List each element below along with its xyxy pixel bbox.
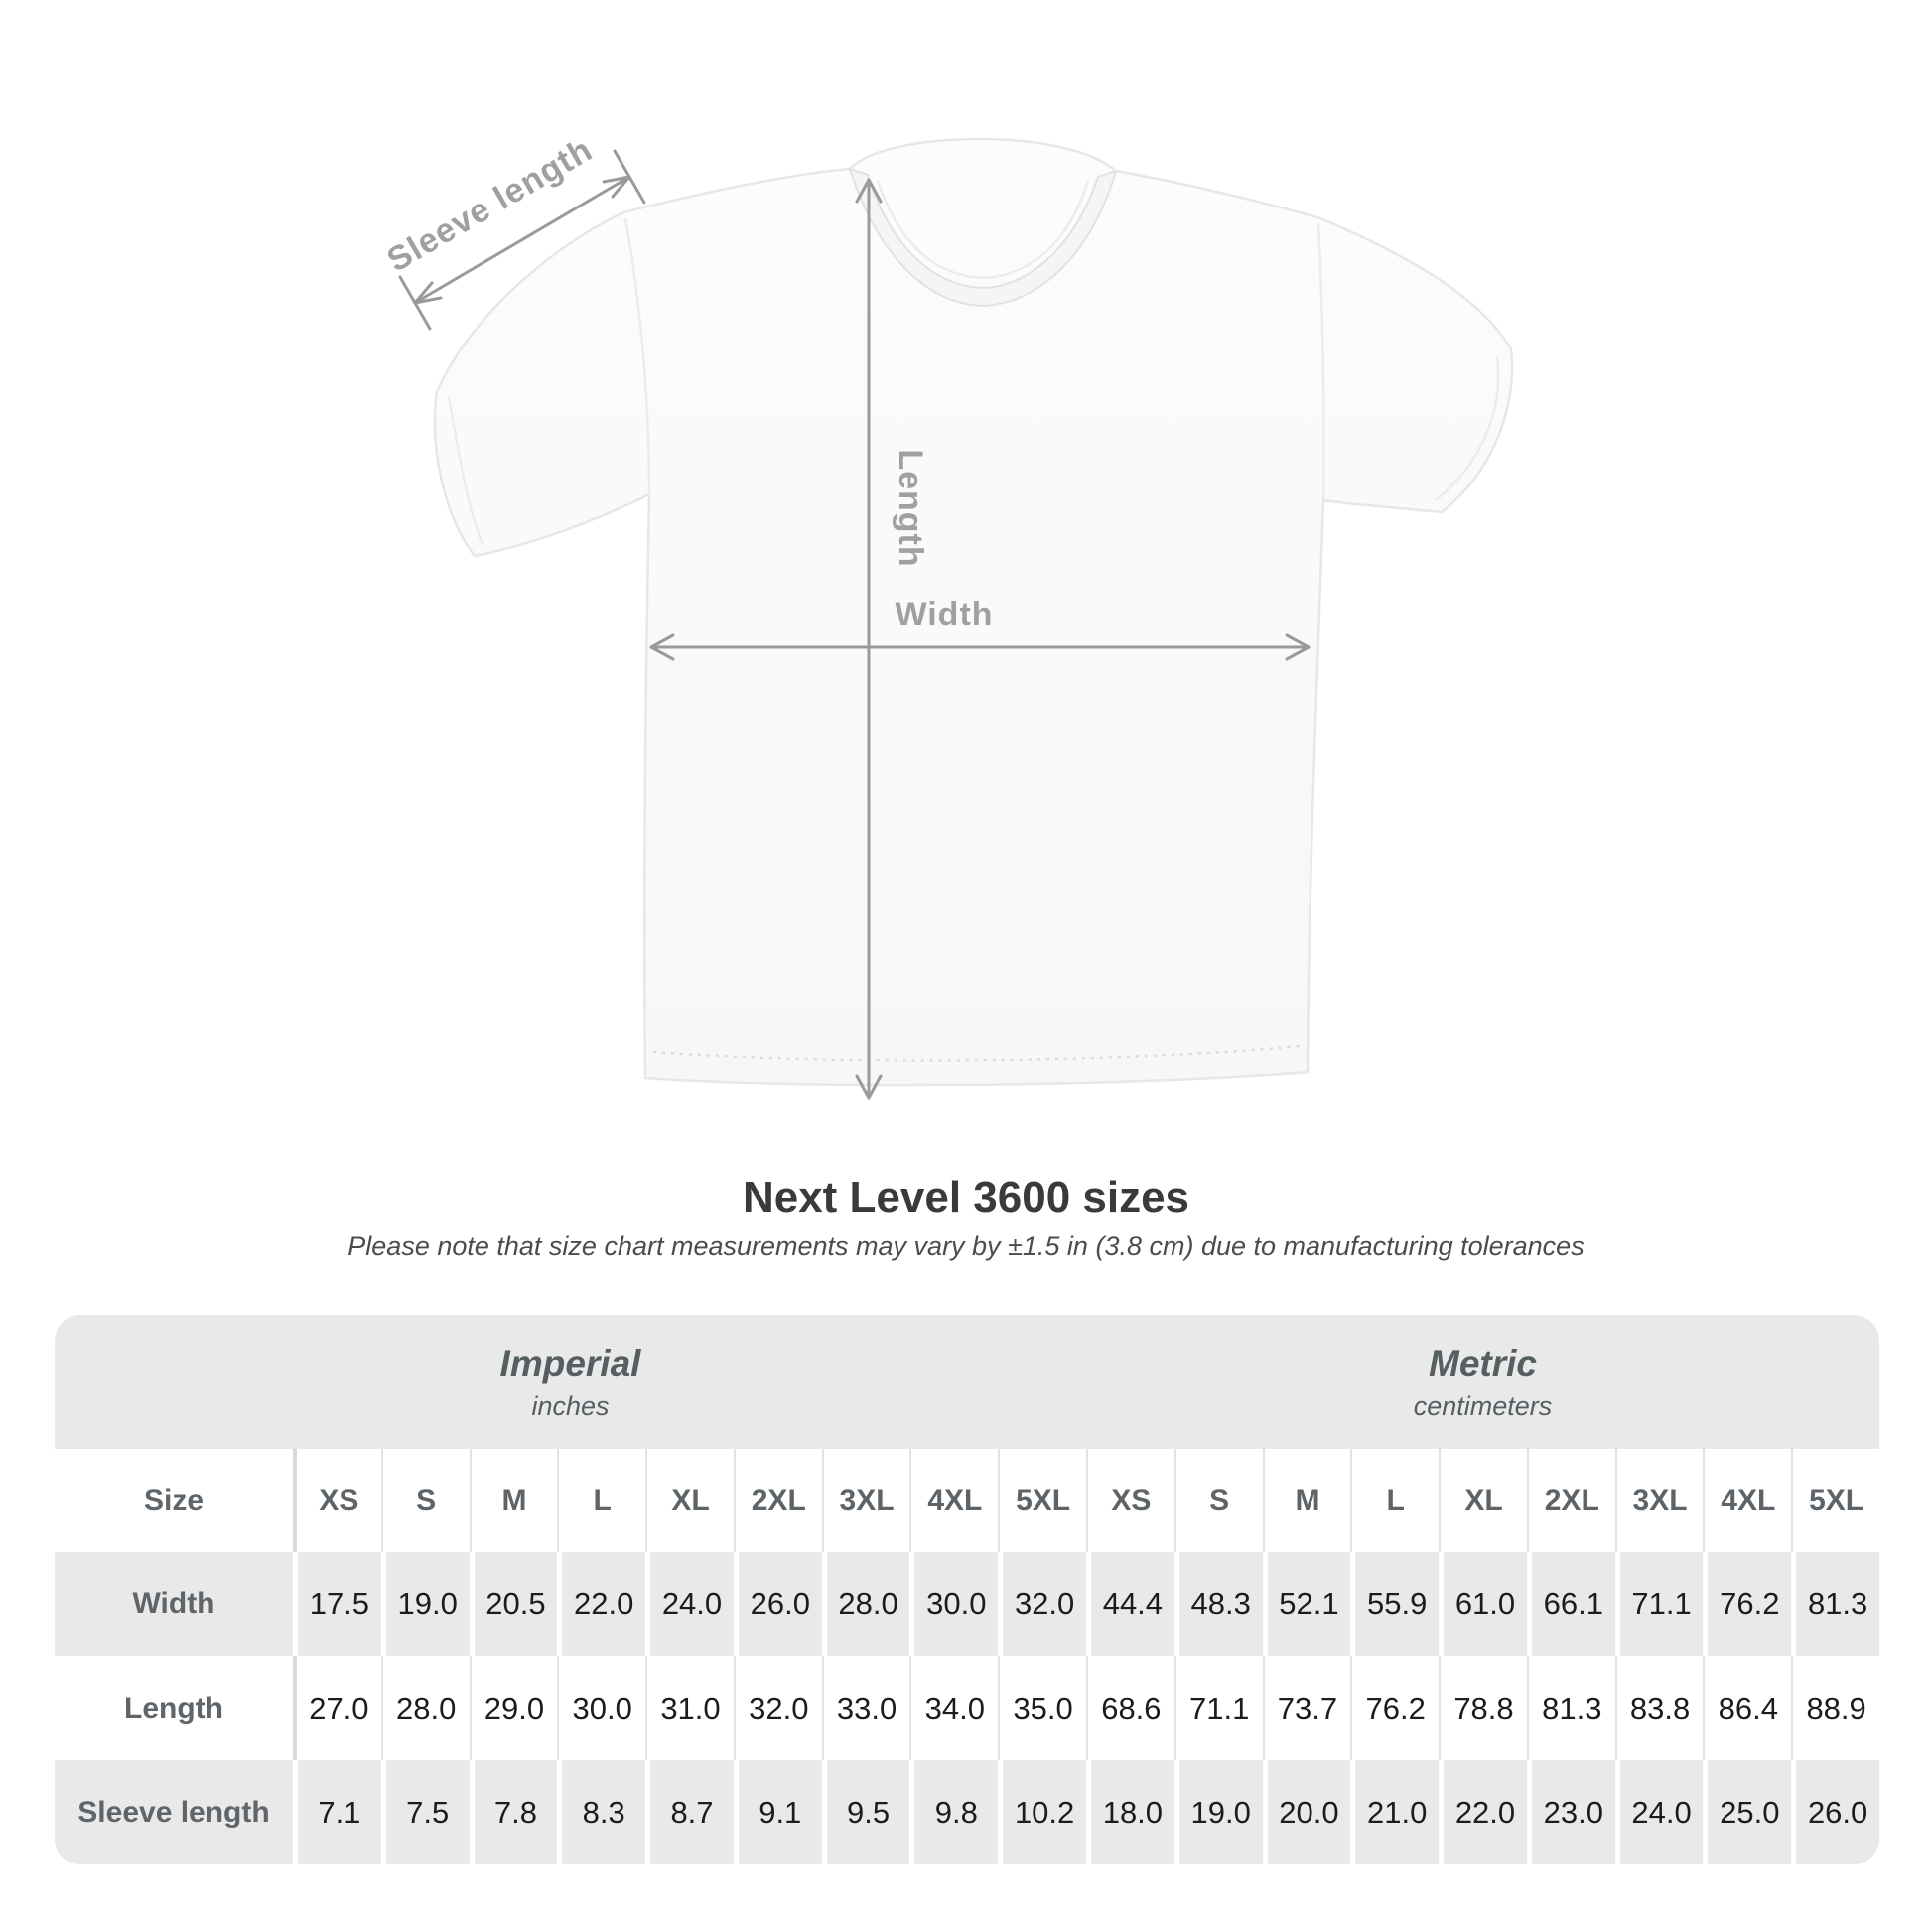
- sleeve-length-label: Sleeve length: [380, 130, 600, 280]
- size-column-header: 3XL: [1615, 1449, 1704, 1552]
- imperial-value-cell: 28.0: [822, 1552, 910, 1656]
- metric-value-cell: 20.0: [1263, 1760, 1351, 1864]
- imperial-group-unit: inches: [531, 1391, 610, 1421]
- imperial-value-cell: 7.8: [470, 1760, 558, 1864]
- metric-value-cell: 78.8: [1439, 1656, 1527, 1760]
- measurement-row: [55, 1656, 1879, 1760]
- metric-value-cell: 68.6: [1086, 1656, 1174, 1760]
- metric-value-cell: 23.0: [1527, 1760, 1615, 1864]
- size-table: [55, 1315, 1879, 1864]
- metric-value-cell: 76.2: [1350, 1656, 1439, 1760]
- metric-value-cell: 22.0: [1439, 1760, 1527, 1864]
- imperial-value-cell: 20.5: [470, 1552, 558, 1656]
- size-column-header: 2XL: [734, 1449, 822, 1552]
- size-column-header: L: [557, 1449, 645, 1552]
- imperial-value-cell: 9.8: [909, 1760, 998, 1864]
- metric-value-cell: 83.8: [1615, 1656, 1704, 1760]
- size-column-header: XL: [1439, 1449, 1527, 1552]
- length-label: Length: [892, 449, 929, 568]
- size-column-header: 2XL: [1527, 1449, 1615, 1552]
- metric-value-cell: 86.4: [1703, 1656, 1791, 1760]
- size-column-header: XS: [293, 1449, 381, 1552]
- metric-group-header: [1086, 1315, 1879, 1449]
- size-corner-label: Size: [143, 1483, 205, 1517]
- imperial-value-cell: 24.0: [645, 1552, 734, 1656]
- metric-value-cell: 71.1: [1615, 1552, 1704, 1656]
- size-column-header: 4XL: [909, 1449, 998, 1552]
- metric-value-cell: 52.1: [1263, 1552, 1351, 1656]
- size-column-header: M: [470, 1449, 558, 1552]
- metric-value-cell: 48.3: [1174, 1552, 1263, 1656]
- imperial-value-cell: 27.0: [293, 1656, 381, 1760]
- metric-value-cell: 81.3: [1527, 1656, 1615, 1760]
- size-column-header: 4XL: [1703, 1449, 1791, 1552]
- metric-value-cell: 24.0: [1615, 1760, 1704, 1864]
- imperial-value-cell: 10.2: [998, 1760, 1086, 1864]
- metric-group-title: Metric: [1429, 1343, 1537, 1384]
- metric-value-cell: 26.0: [1791, 1760, 1879, 1864]
- tolerance-note: Please note that size chart measurements may vary by ±1.5 in (3.8 cm) due to manufacturing tolerances: [347, 1231, 1585, 1261]
- imperial-value-cell: 31.0: [645, 1656, 734, 1760]
- size-column-header: 3XL: [822, 1449, 910, 1552]
- imperial-value-cell: 26.0: [734, 1552, 822, 1656]
- metric-value-cell: 25.0: [1703, 1760, 1791, 1864]
- measurement-row: [55, 1552, 1879, 1656]
- imperial-value-cell: 7.1: [293, 1760, 381, 1864]
- metric-value-cell: 66.1: [1527, 1552, 1615, 1656]
- imperial-value-cell: 35.0: [998, 1656, 1086, 1760]
- imperial-value-cell: 30.0: [909, 1552, 998, 1656]
- imperial-value-cell: 8.3: [557, 1760, 645, 1864]
- unit-group-header: [55, 1315, 1879, 1449]
- imperial-value-cell: 33.0: [822, 1656, 910, 1760]
- page-title: Next Level 3600 sizes: [742, 1173, 1190, 1222]
- size-column-header: M: [1263, 1449, 1351, 1552]
- row-label: Sleeve length: [77, 1795, 270, 1829]
- imperial-value-cell: 22.0: [557, 1552, 645, 1656]
- metric-value-cell: 18.0: [1086, 1760, 1174, 1864]
- row-label: Width: [132, 1587, 215, 1620]
- size-column-header: S: [1174, 1449, 1263, 1552]
- metric-value-cell: 44.4: [1086, 1552, 1174, 1656]
- metric-value-cell: 88.9: [1791, 1656, 1879, 1760]
- imperial-value-cell: 17.5: [293, 1552, 381, 1656]
- imperial-group-title: Imperial: [499, 1343, 641, 1384]
- measurement-row: [55, 1760, 1879, 1864]
- metric-value-cell: 55.9: [1350, 1552, 1439, 1656]
- imperial-value-cell: 8.7: [645, 1760, 734, 1864]
- imperial-value-cell: 34.0: [909, 1656, 998, 1760]
- metric-value-cell: 19.0: [1174, 1760, 1263, 1864]
- imperial-value-cell: 32.0: [734, 1656, 822, 1760]
- imperial-group-header: [55, 1315, 1086, 1449]
- metric-group-unit: centimeters: [1413, 1391, 1553, 1421]
- size-column-header: XS: [1086, 1449, 1174, 1552]
- imperial-value-cell: 29.0: [470, 1656, 558, 1760]
- metric-value-cell: 81.3: [1791, 1552, 1879, 1656]
- width-label: Width: [895, 596, 994, 633]
- imperial-value-cell: 19.0: [381, 1552, 470, 1656]
- imperial-value-cell: 30.0: [557, 1656, 645, 1760]
- size-column-header: L: [1350, 1449, 1439, 1552]
- size-column-header: S: [381, 1449, 470, 1552]
- metric-value-cell: 71.1: [1174, 1656, 1263, 1760]
- size-column-header: XL: [645, 1449, 734, 1552]
- sizes-header-row: [55, 1449, 1879, 1552]
- imperial-value-cell: 7.5: [381, 1760, 470, 1864]
- metric-value-cell: 21.0: [1350, 1760, 1439, 1864]
- metric-value-cell: 61.0: [1439, 1552, 1527, 1656]
- row-label: Length: [124, 1691, 223, 1725]
- imperial-value-cell: 32.0: [998, 1552, 1086, 1656]
- measurement-rows: [55, 1552, 1879, 1864]
- imperial-value-cell: 28.0: [381, 1656, 470, 1760]
- imperial-value-cell: 9.1: [734, 1760, 822, 1864]
- metric-value-cell: 76.2: [1703, 1552, 1791, 1656]
- imperial-value-cell: 9.5: [822, 1760, 910, 1864]
- metric-value-cell: 73.7: [1263, 1656, 1351, 1760]
- size-column-header: 5XL: [998, 1449, 1086, 1552]
- size-column-header: 5XL: [1791, 1449, 1879, 1552]
